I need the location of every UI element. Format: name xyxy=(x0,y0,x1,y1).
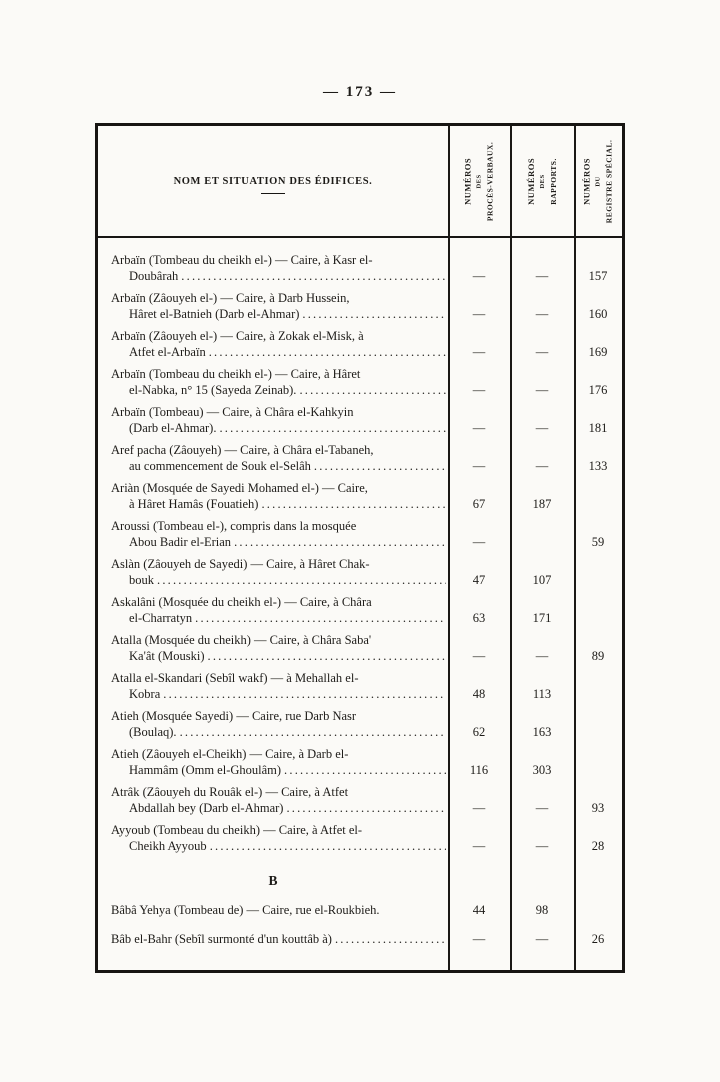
entry-line xyxy=(111,724,446,740)
section-letter: B xyxy=(268,873,278,888)
entry-line xyxy=(111,496,446,512)
value-registre-special xyxy=(574,670,622,702)
dot-leader xyxy=(219,420,446,436)
value-registre-special xyxy=(574,594,622,626)
entry-line: Aslàn (Zâouyeh de Sayedi) — Caire, à Hâret Chak- xyxy=(111,557,370,571)
entry-line: Aref pacha (Zâouyeh) — Caire, à Châra el-Tabaneh, xyxy=(111,443,374,457)
value-rapports: — xyxy=(535,269,549,283)
value-registre-special: 176 xyxy=(588,383,608,397)
header-line: DU xyxy=(594,175,602,187)
entry-line: Arbaïn (Zâouyeh el-) — Caire, à Darb Hussein, xyxy=(111,291,350,305)
dot-leader xyxy=(180,724,446,740)
entry-text: Kobra xyxy=(129,687,161,701)
vertical-header-text xyxy=(462,141,497,220)
value-rapports: 107 xyxy=(532,573,552,587)
header-line: NUMÉROS xyxy=(525,157,536,205)
entry-text: Hâret el-Batnieh (Darb el-Ahmar) xyxy=(129,307,300,321)
header-line: NUMÉROS xyxy=(462,157,473,205)
value-registre-special xyxy=(574,708,622,740)
value-rapports: 163 xyxy=(532,725,552,739)
entry-name xyxy=(98,556,448,588)
value-proces-verbaux: 63 xyxy=(472,611,486,625)
entry-text: à Hâret Hamâs (Fouatieh) xyxy=(129,497,259,511)
entry-line: Arbaïn (Tombeau du cheikh el-) — Caire, à Kasr el- xyxy=(111,253,373,267)
entry-text: au commencement de Souk el-Selâh xyxy=(129,459,311,473)
entry-text: Abdallah bey (Darb el-Ahmar) xyxy=(129,801,284,815)
page-number: — 173 — xyxy=(323,84,397,100)
table-row xyxy=(98,518,622,550)
entry-line: Arbaïn (Zâouyeh el-) — Caire, à Zokak el-Misk, à xyxy=(111,329,364,343)
dot-leader xyxy=(302,306,446,322)
entry-line: Ariàn (Mosquée de Sayedi Mohamed el-) — Caire, xyxy=(111,481,368,495)
entry-name xyxy=(98,594,448,626)
table-row xyxy=(98,822,622,854)
value-proces-verbaux: 116 xyxy=(469,763,489,777)
table-row xyxy=(98,670,622,702)
entry-line xyxy=(111,344,446,360)
entry-name xyxy=(98,480,448,512)
entry-line xyxy=(111,610,446,626)
entry-line: Aroussi (Tombeau el-), compris dans la mosquée xyxy=(111,519,357,533)
entry-name xyxy=(98,518,448,550)
entry-line xyxy=(111,420,446,436)
entry-line xyxy=(111,838,446,854)
entry-name xyxy=(98,252,448,284)
column-header-rapports xyxy=(510,126,574,236)
value-proces-verbaux: 44 xyxy=(472,903,486,917)
value-rapports: — xyxy=(535,459,549,473)
table-body xyxy=(98,238,622,970)
table-row xyxy=(98,784,622,816)
value-proces-verbaux: 67 xyxy=(472,497,486,511)
entry-name xyxy=(98,328,448,360)
value-rapports: 113 xyxy=(532,687,552,701)
entry-name xyxy=(98,632,448,664)
value-registre-special: 93 xyxy=(591,801,605,815)
entry-line xyxy=(111,458,446,474)
entry-name xyxy=(98,670,448,702)
header-line: DES xyxy=(475,173,483,189)
entry-text: Hammâm (Omm el-Ghoulâm) xyxy=(129,763,282,777)
entry-text: (Boulaq). xyxy=(129,725,177,739)
dot-leader xyxy=(209,344,446,360)
entry-line: Atalla el-Skandari (Sebîl wakf) — à Mehallah el- xyxy=(111,671,359,685)
value-rapports: — xyxy=(535,421,549,435)
value-rapports: 98 xyxy=(535,903,549,917)
entry-text: (Darb el-Ahmar). xyxy=(129,421,217,435)
table-row xyxy=(98,902,622,918)
value-proces-verbaux: — xyxy=(472,345,486,359)
entry-name xyxy=(98,902,448,918)
entry-line xyxy=(111,762,446,778)
value-registre-special: 133 xyxy=(588,459,608,473)
entry-line: Atieh (Zâouyeh el-Cheikh) — Caire, à Darb el- xyxy=(111,747,349,761)
value-rapports: — xyxy=(535,839,549,853)
column-header-registre-special xyxy=(574,126,622,236)
table-row xyxy=(98,442,622,474)
table-row xyxy=(98,594,622,626)
dot-leader xyxy=(163,686,446,702)
entry-line: Arbaïn (Tombeau) — Caire, à Châra el-Kahkyin xyxy=(111,405,354,419)
value-rapports: — xyxy=(535,345,549,359)
column-divider xyxy=(510,126,512,970)
dot-leader xyxy=(195,610,446,626)
value-rapports: — xyxy=(535,932,549,946)
entry-text: Bâb el-Bahr (Sebîl surmonté d'un kouttâb à) xyxy=(111,932,332,946)
dot-leader xyxy=(286,800,446,816)
entry-text: Doubârah xyxy=(129,269,179,283)
column-header-name-label: NOM ET SITUATION DES ÉDIFICES. xyxy=(173,175,373,187)
table-row xyxy=(98,404,622,436)
value-proces-verbaux: 48 xyxy=(472,687,486,701)
entry-line xyxy=(111,534,446,550)
entry-line: Atrâk (Zâouyeh du Rouâk el-) — Caire, à Atfet xyxy=(111,785,349,799)
value-proces-verbaux: 62 xyxy=(472,725,486,739)
table-row xyxy=(98,290,622,322)
table-row xyxy=(98,931,622,947)
entry-text: Abou Badir el-Erian xyxy=(129,535,232,549)
dot-leader xyxy=(234,534,446,550)
value-rapports: 187 xyxy=(532,497,552,511)
value-proces-verbaux: — xyxy=(472,383,486,397)
value-registre-special: 169 xyxy=(588,345,608,359)
entry-name xyxy=(98,290,448,322)
table-row xyxy=(98,252,622,284)
entry-name xyxy=(98,822,448,854)
entry-line: Atieh (Mosquée Sayedi) — Caire, rue Darb Nasr xyxy=(111,709,357,723)
table-row xyxy=(98,366,622,398)
entry-name xyxy=(98,404,448,436)
table-row xyxy=(98,480,622,512)
value-registre-special: 26 xyxy=(591,932,605,946)
entry-text: bouk xyxy=(129,573,154,587)
header-line: NUMÉROS xyxy=(581,157,592,205)
dot-leader xyxy=(157,572,446,588)
entry-text: el-Charratyn xyxy=(129,611,193,625)
column-header-proces-verbaux xyxy=(448,126,510,236)
dot-leader xyxy=(314,458,446,474)
entry-text: el-Nabka, n° 15 (Sayeda Zeinab). xyxy=(129,383,297,397)
entry-line xyxy=(111,902,446,918)
entry-line: Ayyoub (Tombeau du cheikh) — Caire, à Atfet el- xyxy=(111,823,363,837)
dot-leader xyxy=(335,931,446,947)
value-registre-special xyxy=(574,556,622,588)
value-registre-special: 59 xyxy=(591,535,605,549)
value-proces-verbaux: — xyxy=(472,649,486,663)
entry-text: Cheikh Ayyoub xyxy=(129,839,207,853)
dot-leader xyxy=(210,838,446,854)
value-rapports: — xyxy=(535,649,549,663)
entry-name xyxy=(98,442,448,474)
dot-leader xyxy=(208,648,446,664)
value-proces-verbaux: — xyxy=(472,801,486,815)
value-proces-verbaux: — xyxy=(472,421,486,435)
value-proces-verbaux: — xyxy=(472,932,486,946)
entry-line xyxy=(111,800,446,816)
table-row xyxy=(98,632,622,664)
value-proces-verbaux: — xyxy=(472,459,486,473)
table-row xyxy=(98,556,622,588)
entry-line xyxy=(111,382,446,398)
value-registre-special: 89 xyxy=(591,649,605,663)
vertical-header-text xyxy=(525,158,560,205)
table-row xyxy=(98,708,622,740)
value-rapports: — xyxy=(535,801,549,815)
entry-line xyxy=(111,648,446,664)
entry-line: Askalâni (Mosquée du cheikh el-) — Caire, à Châra xyxy=(111,595,372,609)
entry-line xyxy=(111,268,446,284)
dot-leader xyxy=(284,762,446,778)
column-divider xyxy=(574,126,576,970)
entry-name xyxy=(98,931,448,947)
entry-line xyxy=(111,931,446,947)
table-row xyxy=(98,746,622,778)
entry-name xyxy=(98,784,448,816)
value-rapports: 171 xyxy=(532,611,552,625)
value-proces-verbaux: — xyxy=(472,535,486,549)
value-registre-special: 157 xyxy=(588,269,608,283)
table-row xyxy=(98,328,622,360)
column-header-name xyxy=(98,126,448,236)
value-proces-verbaux: — xyxy=(472,269,486,283)
entry-name xyxy=(98,366,448,398)
entry-name xyxy=(98,746,448,778)
value-proces-verbaux: — xyxy=(472,307,486,321)
entry-line xyxy=(111,686,446,702)
value-rapports: — xyxy=(535,383,549,397)
value-rapports: — xyxy=(535,307,549,321)
column-divider xyxy=(448,126,450,970)
entry-line xyxy=(111,572,446,588)
entry-name xyxy=(98,708,448,740)
entry-line: Atalla (Mosquée du cheikh) — Caire, à Châra Saba' xyxy=(111,633,372,647)
value-registre-special: 160 xyxy=(588,307,608,321)
dot-leader xyxy=(181,268,446,284)
vertical-header-text xyxy=(581,139,616,223)
value-registre-special xyxy=(574,902,622,918)
entry-line xyxy=(111,306,446,322)
value-registre-special: 181 xyxy=(588,421,608,435)
value-registre-special xyxy=(574,746,622,778)
value-registre-special: 28 xyxy=(591,839,605,853)
monuments-table xyxy=(95,123,625,973)
entry-text: Ka'ât (Mouski) xyxy=(129,649,205,663)
dot-leader xyxy=(299,382,446,398)
header-line: REGISTRE SPÉCIAL. xyxy=(604,139,614,223)
dot-leader xyxy=(261,496,446,512)
entry-text: Bâbâ Yehya (Tombeau de) — Caire, rue el-Roukbieh. xyxy=(111,903,380,917)
entry-line: Arbaïn (Tombeau du cheikh el-) — Caire, à Hâret xyxy=(111,367,361,381)
entry-text: Atfet el-Arbaïn xyxy=(129,345,206,359)
header-line: DES xyxy=(538,173,546,189)
section-header-row xyxy=(98,860,622,902)
value-proces-verbaux: 47 xyxy=(472,573,486,587)
header-line: PROCÈS-VERBAUX. xyxy=(485,141,495,221)
value-rapports: 303 xyxy=(532,763,552,777)
value-rapports xyxy=(510,518,574,550)
value-proces-verbaux: — xyxy=(472,839,486,853)
table-header xyxy=(98,126,622,238)
value-registre-special xyxy=(574,480,622,512)
header-line: RAPPORTS. xyxy=(548,157,558,205)
